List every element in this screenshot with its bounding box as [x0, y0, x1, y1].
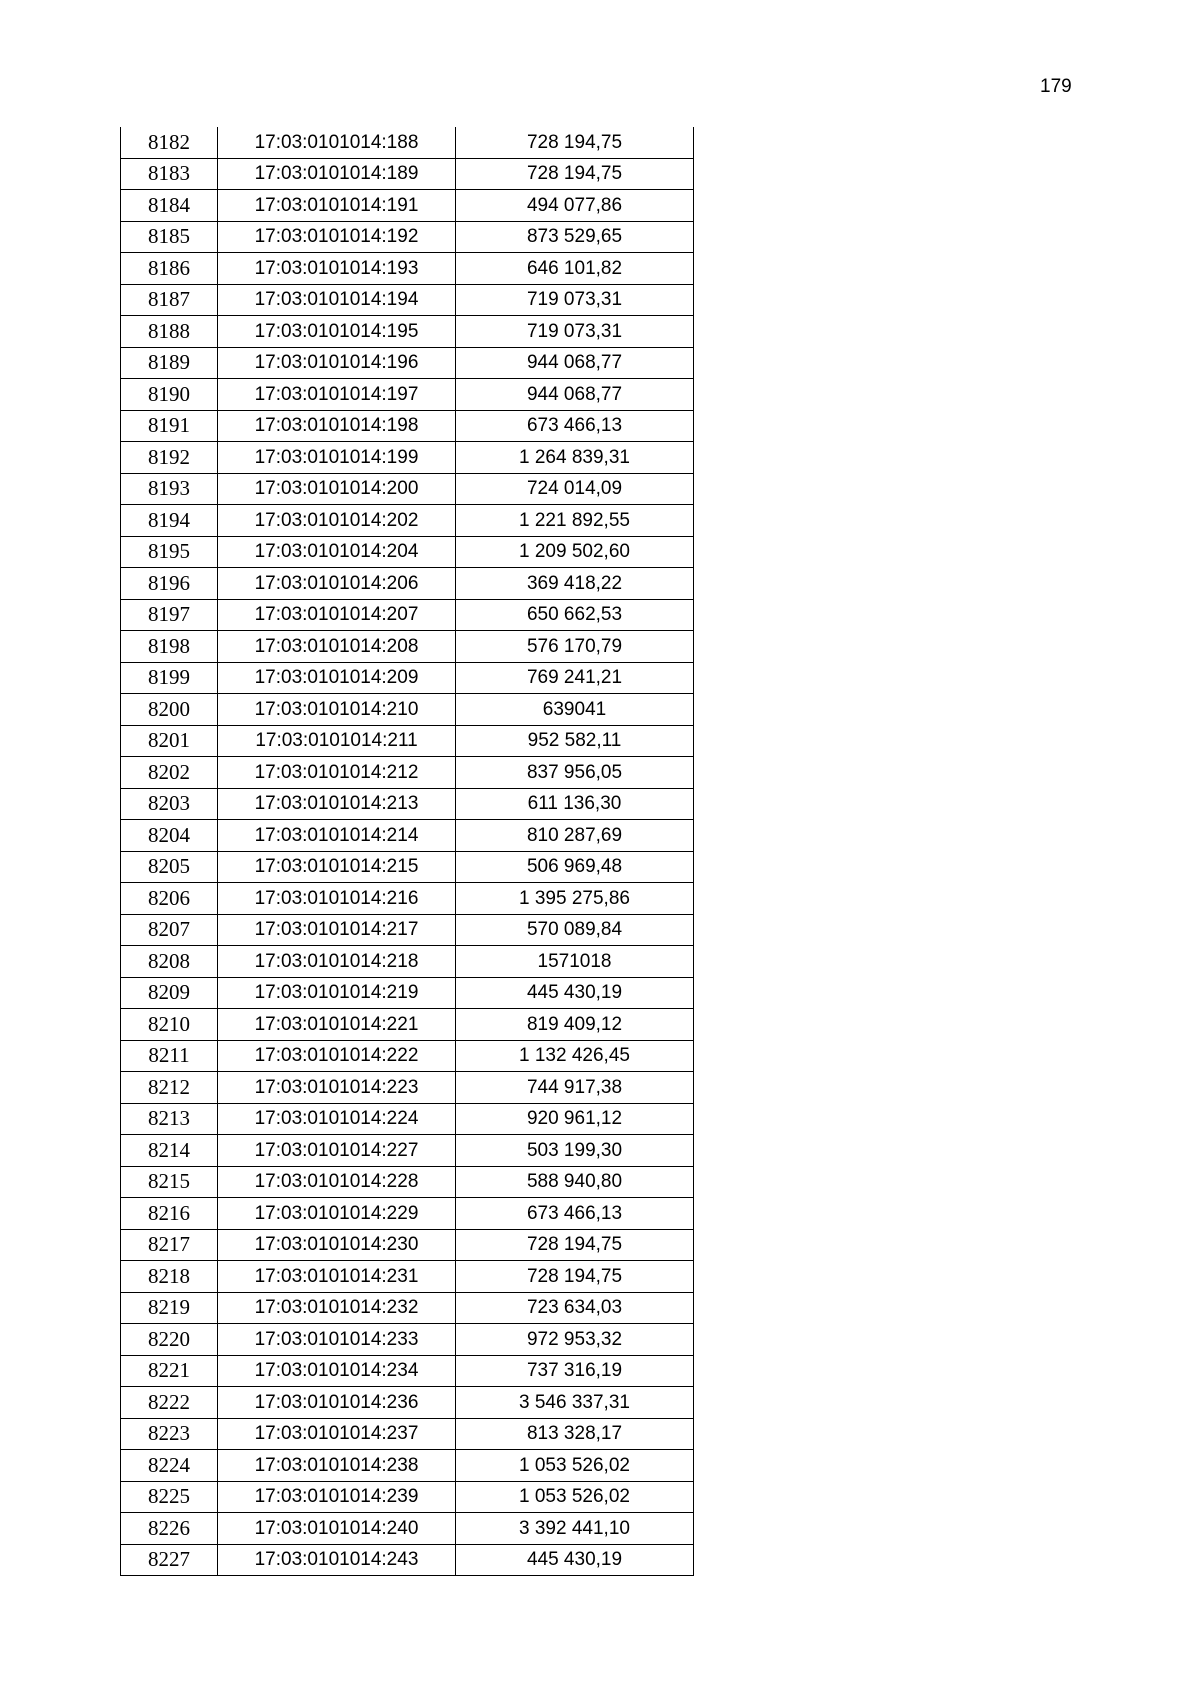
cadastral-number-cell: 17:03:0101014:216 — [218, 883, 456, 915]
table-row — [121, 694, 694, 726]
cadastral-value-cell: 719 073,31 — [456, 316, 694, 348]
table-row — [121, 505, 694, 537]
row-number-cell: 8206 — [121, 883, 218, 915]
table-row — [121, 284, 694, 316]
cadastral-value-cell: 650 662,53 — [456, 599, 694, 631]
row-number-cell: 8197 — [121, 599, 218, 631]
cadastral-value-cell: 1 053 526,02 — [456, 1481, 694, 1513]
row-number-cell: 8220 — [121, 1324, 218, 1356]
row-number-cell: 8218 — [121, 1261, 218, 1293]
table-row — [121, 253, 694, 285]
cadastral-number-cell: 17:03:0101014:214 — [218, 820, 456, 852]
cadastral-value-cell: 813 328,17 — [456, 1418, 694, 1450]
cadastral-value-cell: 1 132 426,45 — [456, 1040, 694, 1072]
table-row — [121, 883, 694, 915]
cadastral-value-cell: 1 264 839,31 — [456, 442, 694, 474]
cadastral-number-cell: 17:03:0101014:229 — [218, 1198, 456, 1230]
cadastral-number-cell: 17:03:0101014:195 — [218, 316, 456, 348]
cadastral-value-cell: 494 077,86 — [456, 190, 694, 222]
row-number-cell: 8212 — [121, 1072, 218, 1104]
row-number-cell: 8223 — [121, 1418, 218, 1450]
cadastral-number-cell: 17:03:0101014:221 — [218, 1009, 456, 1041]
row-number-cell: 8187 — [121, 284, 218, 316]
table-row — [121, 631, 694, 663]
cadastral-number-cell: 17:03:0101014:189 — [218, 158, 456, 190]
cadastral-value-cell: 737 316,19 — [456, 1355, 694, 1387]
table-row — [121, 1387, 694, 1419]
table-row — [121, 473, 694, 505]
cadastral-value-cell: 724 014,09 — [456, 473, 694, 505]
table-row — [121, 568, 694, 600]
table-body — [121, 127, 694, 1576]
cadastral-number-cell: 17:03:0101014:204 — [218, 536, 456, 568]
cadastral-number-cell: 17:03:0101014:213 — [218, 788, 456, 820]
cadastral-number-cell: 17:03:0101014:211 — [218, 725, 456, 757]
table-row — [121, 851, 694, 883]
row-number-cell: 8204 — [121, 820, 218, 852]
table-row — [121, 757, 694, 789]
table-row — [121, 1198, 694, 1230]
row-number-cell: 8199 — [121, 662, 218, 694]
row-number-cell: 8200 — [121, 694, 218, 726]
cadastral-number-cell: 17:03:0101014:228 — [218, 1166, 456, 1198]
cadastral-number-cell: 17:03:0101014:227 — [218, 1135, 456, 1167]
cadastral-number-cell: 17:03:0101014:233 — [218, 1324, 456, 1356]
row-number-cell: 8188 — [121, 316, 218, 348]
table-row — [121, 1324, 694, 1356]
table-row — [121, 1135, 694, 1167]
cadastral-value-cell: 944 068,77 — [456, 379, 694, 411]
cadastral-number-cell: 17:03:0101014:224 — [218, 1103, 456, 1135]
row-number-cell: 8224 — [121, 1450, 218, 1482]
cadastral-number-cell: 17:03:0101014:218 — [218, 946, 456, 978]
cadastral-value-cell: 1 221 892,55 — [456, 505, 694, 537]
row-number-cell: 8189 — [121, 347, 218, 379]
row-number-cell: 8207 — [121, 914, 218, 946]
cadastral-value-cell: 673 466,13 — [456, 410, 694, 442]
cadastral-number-cell: 17:03:0101014:197 — [218, 379, 456, 411]
cadastral-number-cell: 17:03:0101014:222 — [218, 1040, 456, 1072]
table-row — [121, 127, 694, 158]
row-number-cell: 8192 — [121, 442, 218, 474]
table-row — [121, 1544, 694, 1576]
cadastral-number-cell: 17:03:0101014:191 — [218, 190, 456, 222]
cadastral-value-cell: 723 634,03 — [456, 1292, 694, 1324]
cadastral-number-cell: 17:03:0101014:232 — [218, 1292, 456, 1324]
cadastral-number-cell: 17:03:0101014:200 — [218, 473, 456, 505]
row-number-cell: 8209 — [121, 977, 218, 1009]
cadastral-number-cell: 17:03:0101014:236 — [218, 1387, 456, 1419]
cadastral-value-cell: 1 053 526,02 — [456, 1450, 694, 1482]
cadastral-value-cell: 639041 — [456, 694, 694, 726]
row-number-cell: 8185 — [121, 221, 218, 253]
cadastral-number-cell: 17:03:0101014:194 — [218, 284, 456, 316]
row-number-cell: 8196 — [121, 568, 218, 600]
cadastral-number-cell: 17:03:0101014:234 — [218, 1355, 456, 1387]
row-number-cell: 8191 — [121, 410, 218, 442]
table-row — [121, 1040, 694, 1072]
row-number-cell: 8186 — [121, 253, 218, 285]
cadastral-value-cell: 972 953,32 — [456, 1324, 694, 1356]
table-row — [121, 158, 694, 190]
row-number-cell: 8203 — [121, 788, 218, 820]
row-number-cell: 8193 — [121, 473, 218, 505]
table-row — [121, 662, 694, 694]
table-row — [121, 347, 694, 379]
row-number-cell: 8205 — [121, 851, 218, 883]
cadastral-value-cell: 769 241,21 — [456, 662, 694, 694]
table-row — [121, 379, 694, 411]
cadastral-value-cell: 673 466,13 — [456, 1198, 694, 1230]
cadastral-value-cell: 369 418,22 — [456, 568, 694, 600]
table-row — [121, 1355, 694, 1387]
table-row — [121, 946, 694, 978]
row-number-cell: 8221 — [121, 1355, 218, 1387]
row-number-cell: 8225 — [121, 1481, 218, 1513]
cadastral-number-cell: 17:03:0101014:238 — [218, 1450, 456, 1482]
cadastral-value-cell: 445 430,19 — [456, 1544, 694, 1576]
cadastral-number-cell: 17:03:0101014:208 — [218, 631, 456, 663]
cadastral-number-cell: 17:03:0101014:219 — [218, 977, 456, 1009]
cadastral-number-cell: 17:03:0101014:243 — [218, 1544, 456, 1576]
row-number-cell: 8214 — [121, 1135, 218, 1167]
cadastral-number-cell: 17:03:0101014:237 — [218, 1418, 456, 1450]
cadastral-value-cell: 728 194,75 — [456, 127, 694, 158]
table-row — [121, 1513, 694, 1545]
cadastral-value-cell: 719 073,31 — [456, 284, 694, 316]
table-row — [121, 1072, 694, 1104]
cadastral-value-cell: 810 287,69 — [456, 820, 694, 852]
page-number: 179 — [1040, 76, 1072, 97]
cadastral-value-cell: 3 392 441,10 — [456, 1513, 694, 1545]
row-number-cell: 8226 — [121, 1513, 218, 1545]
cadastral-value-cell: 920 961,12 — [456, 1103, 694, 1135]
cadastral-value-cell: 837 956,05 — [456, 757, 694, 789]
cadastral-value-cell: 873 529,65 — [456, 221, 694, 253]
table-row — [121, 316, 694, 348]
cadastral-number-cell: 17:03:0101014:206 — [218, 568, 456, 600]
table-row — [121, 536, 694, 568]
cadastral-value-cell: 588 940,80 — [456, 1166, 694, 1198]
table-row — [121, 725, 694, 757]
cadastral-value-cell: 611 136,30 — [456, 788, 694, 820]
row-number-cell: 8195 — [121, 536, 218, 568]
cadastral-number-cell: 17:03:0101014:239 — [218, 1481, 456, 1513]
cadastral-value-cell: 503 199,30 — [456, 1135, 694, 1167]
cadastral-number-cell: 17:03:0101014:212 — [218, 757, 456, 789]
row-number-cell: 8183 — [121, 158, 218, 190]
cadastral-number-cell: 17:03:0101014:230 — [218, 1229, 456, 1261]
table-row — [121, 221, 694, 253]
row-number-cell: 8198 — [121, 631, 218, 663]
cadastral-value-cell: 3 546 337,31 — [456, 1387, 694, 1419]
cadastral-value-cell: 728 194,75 — [456, 1229, 694, 1261]
cadastral-value-cell: 944 068,77 — [456, 347, 694, 379]
cadastral-value-table — [120, 127, 694, 1576]
cadastral-value-cell: 506 969,48 — [456, 851, 694, 883]
table-row — [121, 410, 694, 442]
table-row — [121, 190, 694, 222]
table-row — [121, 1450, 694, 1482]
cadastral-number-cell: 17:03:0101014:202 — [218, 505, 456, 537]
table-row — [121, 1292, 694, 1324]
table-row — [121, 788, 694, 820]
cadastral-value-cell: 445 430,19 — [456, 977, 694, 1009]
table-row — [121, 914, 694, 946]
row-number-cell: 8208 — [121, 946, 218, 978]
row-number-cell: 8219 — [121, 1292, 218, 1324]
table-row — [121, 977, 694, 1009]
cadastral-number-cell: 17:03:0101014:223 — [218, 1072, 456, 1104]
table-row — [121, 1481, 694, 1513]
row-number-cell: 8211 — [121, 1040, 218, 1072]
cadastral-number-cell: 17:03:0101014:199 — [218, 442, 456, 474]
row-number-cell: 8227 — [121, 1544, 218, 1576]
row-number-cell: 8182 — [121, 127, 218, 158]
table-row — [121, 442, 694, 474]
cadastral-value-cell: 1571018 — [456, 946, 694, 978]
row-number-cell: 8217 — [121, 1229, 218, 1261]
cadastral-value-cell: 646 101,82 — [456, 253, 694, 285]
cadastral-number-cell: 17:03:0101014:240 — [218, 1513, 456, 1545]
cadastral-number-cell: 17:03:0101014:231 — [218, 1261, 456, 1293]
table-row — [121, 1103, 694, 1135]
cadastral-number-cell: 17:03:0101014:192 — [218, 221, 456, 253]
cadastral-number-cell: 17:03:0101014:210 — [218, 694, 456, 726]
cadastral-value-cell: 744 917,38 — [456, 1072, 694, 1104]
cadastral-value-cell: 952 582,11 — [456, 725, 694, 757]
table-row — [121, 1009, 694, 1041]
cadastral-value-cell: 576 170,79 — [456, 631, 694, 663]
row-number-cell: 8215 — [121, 1166, 218, 1198]
table-row — [121, 820, 694, 852]
row-number-cell: 8190 — [121, 379, 218, 411]
row-number-cell: 8184 — [121, 190, 218, 222]
cadastral-number-cell: 17:03:0101014:217 — [218, 914, 456, 946]
table-row — [121, 1229, 694, 1261]
cadastral-value-cell: 1 395 275,86 — [456, 883, 694, 915]
row-number-cell: 8194 — [121, 505, 218, 537]
cadastral-value-cell: 819 409,12 — [456, 1009, 694, 1041]
row-number-cell: 8216 — [121, 1198, 218, 1230]
cadastral-number-cell: 17:03:0101014:196 — [218, 347, 456, 379]
cadastral-number-cell: 17:03:0101014:207 — [218, 599, 456, 631]
cadastral-number-cell: 17:03:0101014:193 — [218, 253, 456, 285]
row-number-cell: 8202 — [121, 757, 218, 789]
cadastral-value-cell: 1 209 502,60 — [456, 536, 694, 568]
table-row — [121, 1166, 694, 1198]
table-row — [121, 599, 694, 631]
row-number-cell: 8213 — [121, 1103, 218, 1135]
table-row — [121, 1418, 694, 1450]
cadastral-value-cell: 570 089,84 — [456, 914, 694, 946]
cadastral-number-cell: 17:03:0101014:188 — [218, 127, 456, 158]
row-number-cell: 8201 — [121, 725, 218, 757]
cadastral-value-cell: 728 194,75 — [456, 1261, 694, 1293]
table-row — [121, 1261, 694, 1293]
cadastral-number-cell: 17:03:0101014:215 — [218, 851, 456, 883]
row-number-cell: 8210 — [121, 1009, 218, 1041]
cadastral-number-cell: 17:03:0101014:198 — [218, 410, 456, 442]
cadastral-number-cell: 17:03:0101014:209 — [218, 662, 456, 694]
row-number-cell: 8222 — [121, 1387, 218, 1419]
cadastral-value-cell: 728 194,75 — [456, 158, 694, 190]
